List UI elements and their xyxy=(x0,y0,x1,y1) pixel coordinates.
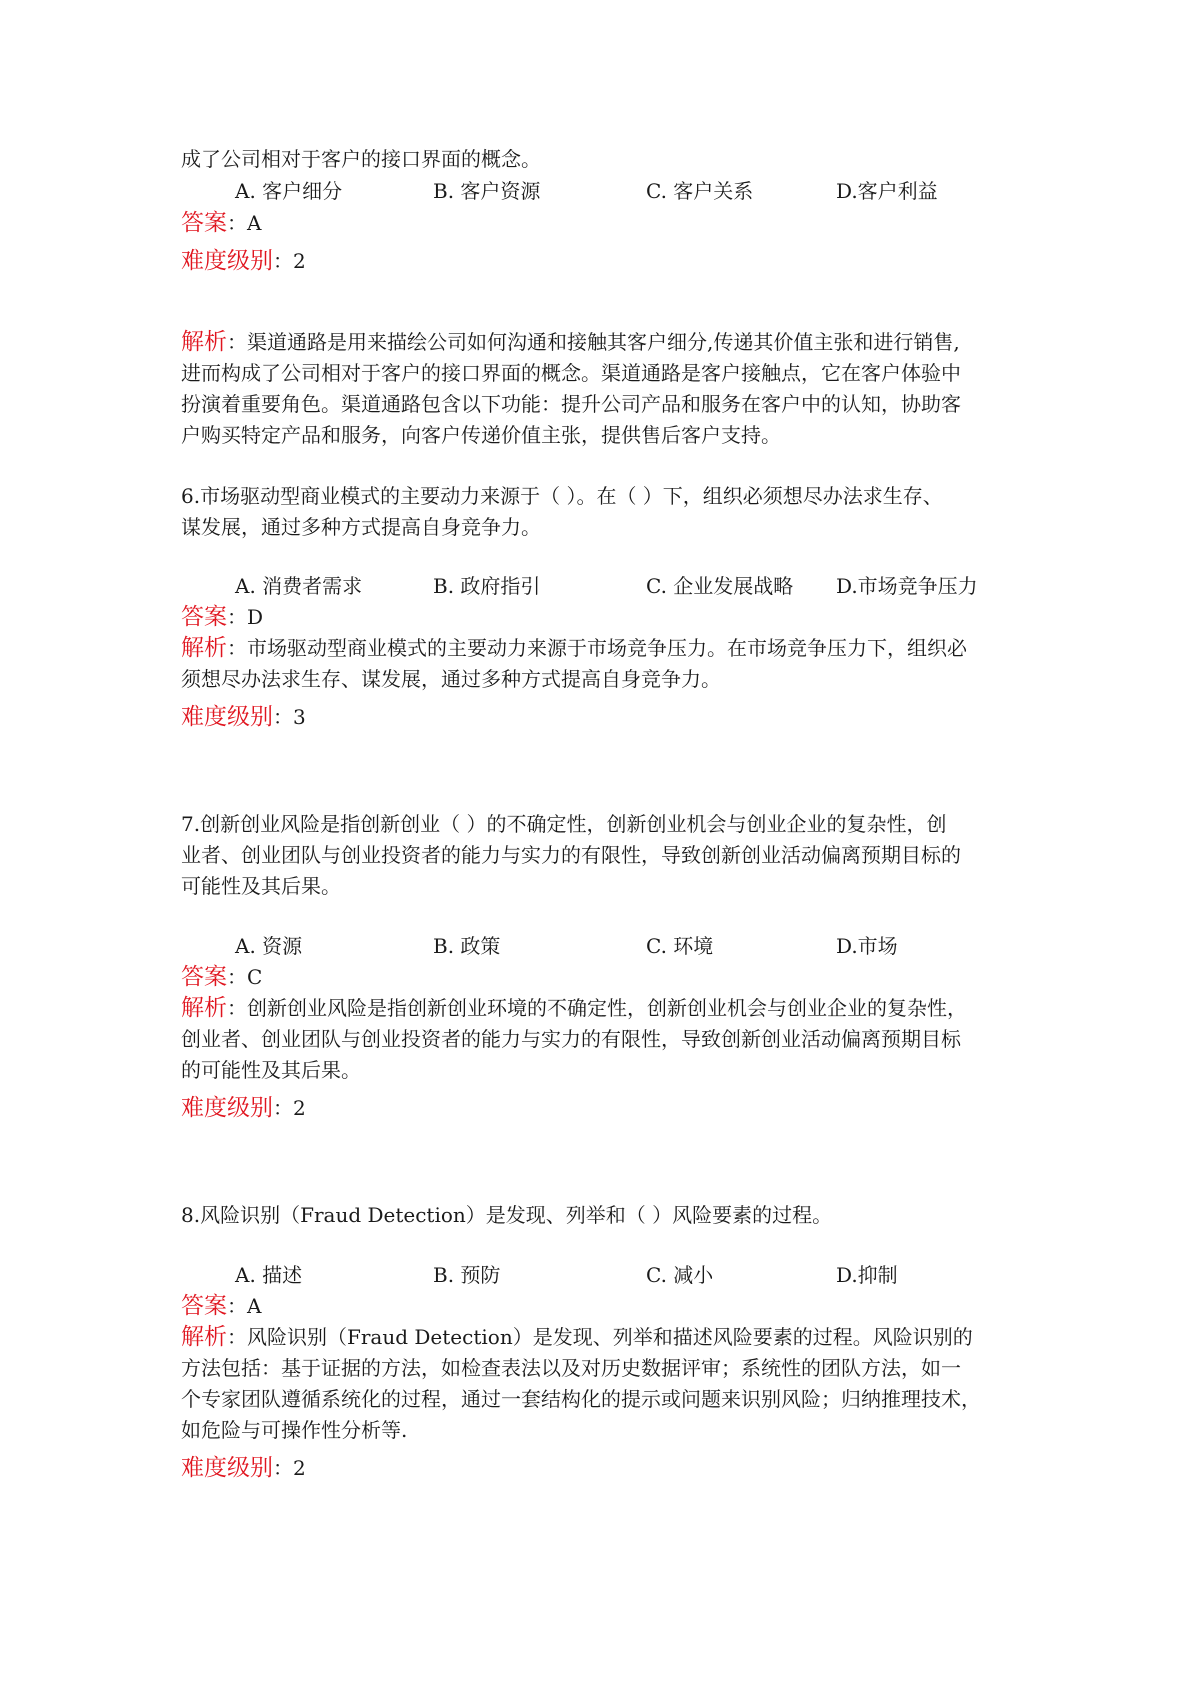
q5-analysis-line-3: 扮演着重要角色。渠道通路包含以下功能：提升公司产品和服务在客户中的认知，协助客 xyxy=(181,392,961,416)
q8-analysis-line-1 xyxy=(181,1323,1021,1351)
q8-analysis-line-3: 个专家团队遵循系统化的过程，通过一套结构化的提示或问题来识别风险；归纳推理技术， xyxy=(181,1387,981,1411)
q6-difficulty-value: ：3 xyxy=(273,705,306,729)
q8-analysis-line-2: 方法包括：基于证据的方法，如检查表法以及对历史数据评审；系统性的团队方法，如一 xyxy=(181,1356,961,1380)
q7-difficulty xyxy=(181,1094,1021,1122)
q8-option-c: C. 减小 xyxy=(646,1263,714,1287)
q5-analysis-label: 解析 xyxy=(181,329,227,355)
q6-answer xyxy=(181,603,1021,631)
q5-difficulty xyxy=(181,247,1021,275)
q7-option-c: C. 环境 xyxy=(646,934,714,958)
q6-stem-line-2: 谋发展，通过多种方式提高自身竞争力。 xyxy=(181,515,541,539)
q7-stem-line-1: 7.创新创业风险是指创新创业（ ）的不确定性，创新创业机会与创业企业的复杂性，创 xyxy=(181,812,947,836)
q6-analysis-line-1 xyxy=(181,634,1021,662)
q5-option-a: A. 客户细分 xyxy=(235,179,343,203)
q8-analysis-line-4: 如危险与可操作性分析等. xyxy=(181,1418,408,1442)
q8-option-a: A. 描述 xyxy=(235,1263,303,1287)
q7-analysis-line-2: 创业者、创业团队与创业投资者的能力与实力的有限性，导致创新创业活动偏离预期目标 xyxy=(181,1027,961,1051)
q6-option-b: B. 政府指引 xyxy=(433,574,541,598)
q5-analysis-line-4: 户购买特定产品和服务，向客户传递价值主张，提供售后客户支持。 xyxy=(181,423,781,447)
q5-difficulty-label: 难度级别 xyxy=(181,248,273,274)
q6-difficulty xyxy=(181,703,1021,731)
q5-analysis-line-2: 进而构成了公司相对于客户的接口界面的概念。渠道通路是客户接触点，它在客户体验中 xyxy=(181,361,961,385)
q7-analysis-text-1: ：创新创业风险是指创新创业环境的不确定性，创新创业机会与创业企业的复杂性， xyxy=(227,996,967,1020)
q7-difficulty-label: 难度级别 xyxy=(181,1095,273,1121)
q8-analysis-label: 解析 xyxy=(181,1324,227,1350)
q8-analysis-text-1: ：风险识别（Fraud Detection）是发现、列举和描述风险要素的过程。风险识别的 xyxy=(227,1325,973,1349)
q7-analysis-label: 解析 xyxy=(181,995,227,1021)
q7-option-a: A. 资源 xyxy=(235,934,303,958)
q8-option-b: B. 预防 xyxy=(433,1263,501,1287)
q5-analysis-text-1: ：渠道通路是用来描绘公司如何沟通和接触其客户细分,传递其价值主张和进行销售, xyxy=(227,330,960,354)
q5-difficulty-value: ：2 xyxy=(273,249,306,273)
q6-analysis-label: 解析 xyxy=(181,635,227,661)
q6-answer-value: ：D xyxy=(227,605,264,629)
q5-analysis-line-1 xyxy=(181,328,1021,356)
q5-answer-label: 答案 xyxy=(181,210,227,236)
q8-difficulty-label: 难度级别 xyxy=(181,1455,273,1481)
q5-answer xyxy=(181,209,1021,237)
q8-difficulty-value: ：2 xyxy=(273,1456,306,1480)
q7-stem-line-2: 业者、创业团队与创业投资者的能力与实力的有限性，导致创新创业活动偏离预期目标的 xyxy=(181,843,961,867)
q7-answer-label: 答案 xyxy=(181,964,227,990)
q8-answer-value: ：A xyxy=(227,1294,262,1318)
q6-stem-line-1: 6.市场驱动型商业模式的主要动力来源于（ ）。在（ ）下，组织必须想尽办法求生存、 xyxy=(181,484,943,508)
q8-difficulty xyxy=(181,1454,1021,1482)
q8-stem-line-1: 8.风险识别（Fraud Detection）是发现、列举和（ ）风险要素的过程。 xyxy=(181,1203,833,1227)
q8-answer-label: 答案 xyxy=(181,1293,227,1319)
q7-option-d: D.市场 xyxy=(836,934,898,958)
q7-difficulty-value: ：2 xyxy=(273,1096,306,1120)
q6-option-c: C. 企业发展战略 xyxy=(646,574,794,598)
q5-option-c: C. 客户关系 xyxy=(646,179,754,203)
q6-analysis-text-1: ：市场驱动型商业模式的主要动力来源于市场竞争压力。在市场竞争压力下，组织必 xyxy=(227,636,967,660)
q5-option-b: B. 客户资源 xyxy=(433,179,541,203)
q5-stem-tail: 成了公司相对于客户的接口界面的概念。 xyxy=(181,147,541,171)
q7-answer-value: ：C xyxy=(227,965,263,989)
q6-answer-label: 答案 xyxy=(181,604,227,630)
q7-analysis-line-3: 的可能性及其后果。 xyxy=(181,1058,361,1082)
q8-answer xyxy=(181,1292,1021,1320)
q7-stem-line-3: 可能性及其后果。 xyxy=(181,874,341,898)
q6-analysis-line-2: 须想尽办法求生存、谋发展，通过多种方式提高自身竞争力。 xyxy=(181,667,721,691)
q5-option-d: D.客户利益 xyxy=(836,179,938,203)
q6-difficulty-label: 难度级别 xyxy=(181,704,273,730)
q5-answer-value: ：A xyxy=(227,211,262,235)
q7-option-b: B. 政策 xyxy=(433,934,501,958)
q6-option-a: A. 消费者需求 xyxy=(235,574,363,598)
q7-answer xyxy=(181,963,1021,991)
q7-analysis-line-1 xyxy=(181,994,1021,1022)
q8-option-d: D.抑制 xyxy=(836,1263,898,1287)
q6-option-d: D.市场竞争压力 xyxy=(836,574,978,598)
